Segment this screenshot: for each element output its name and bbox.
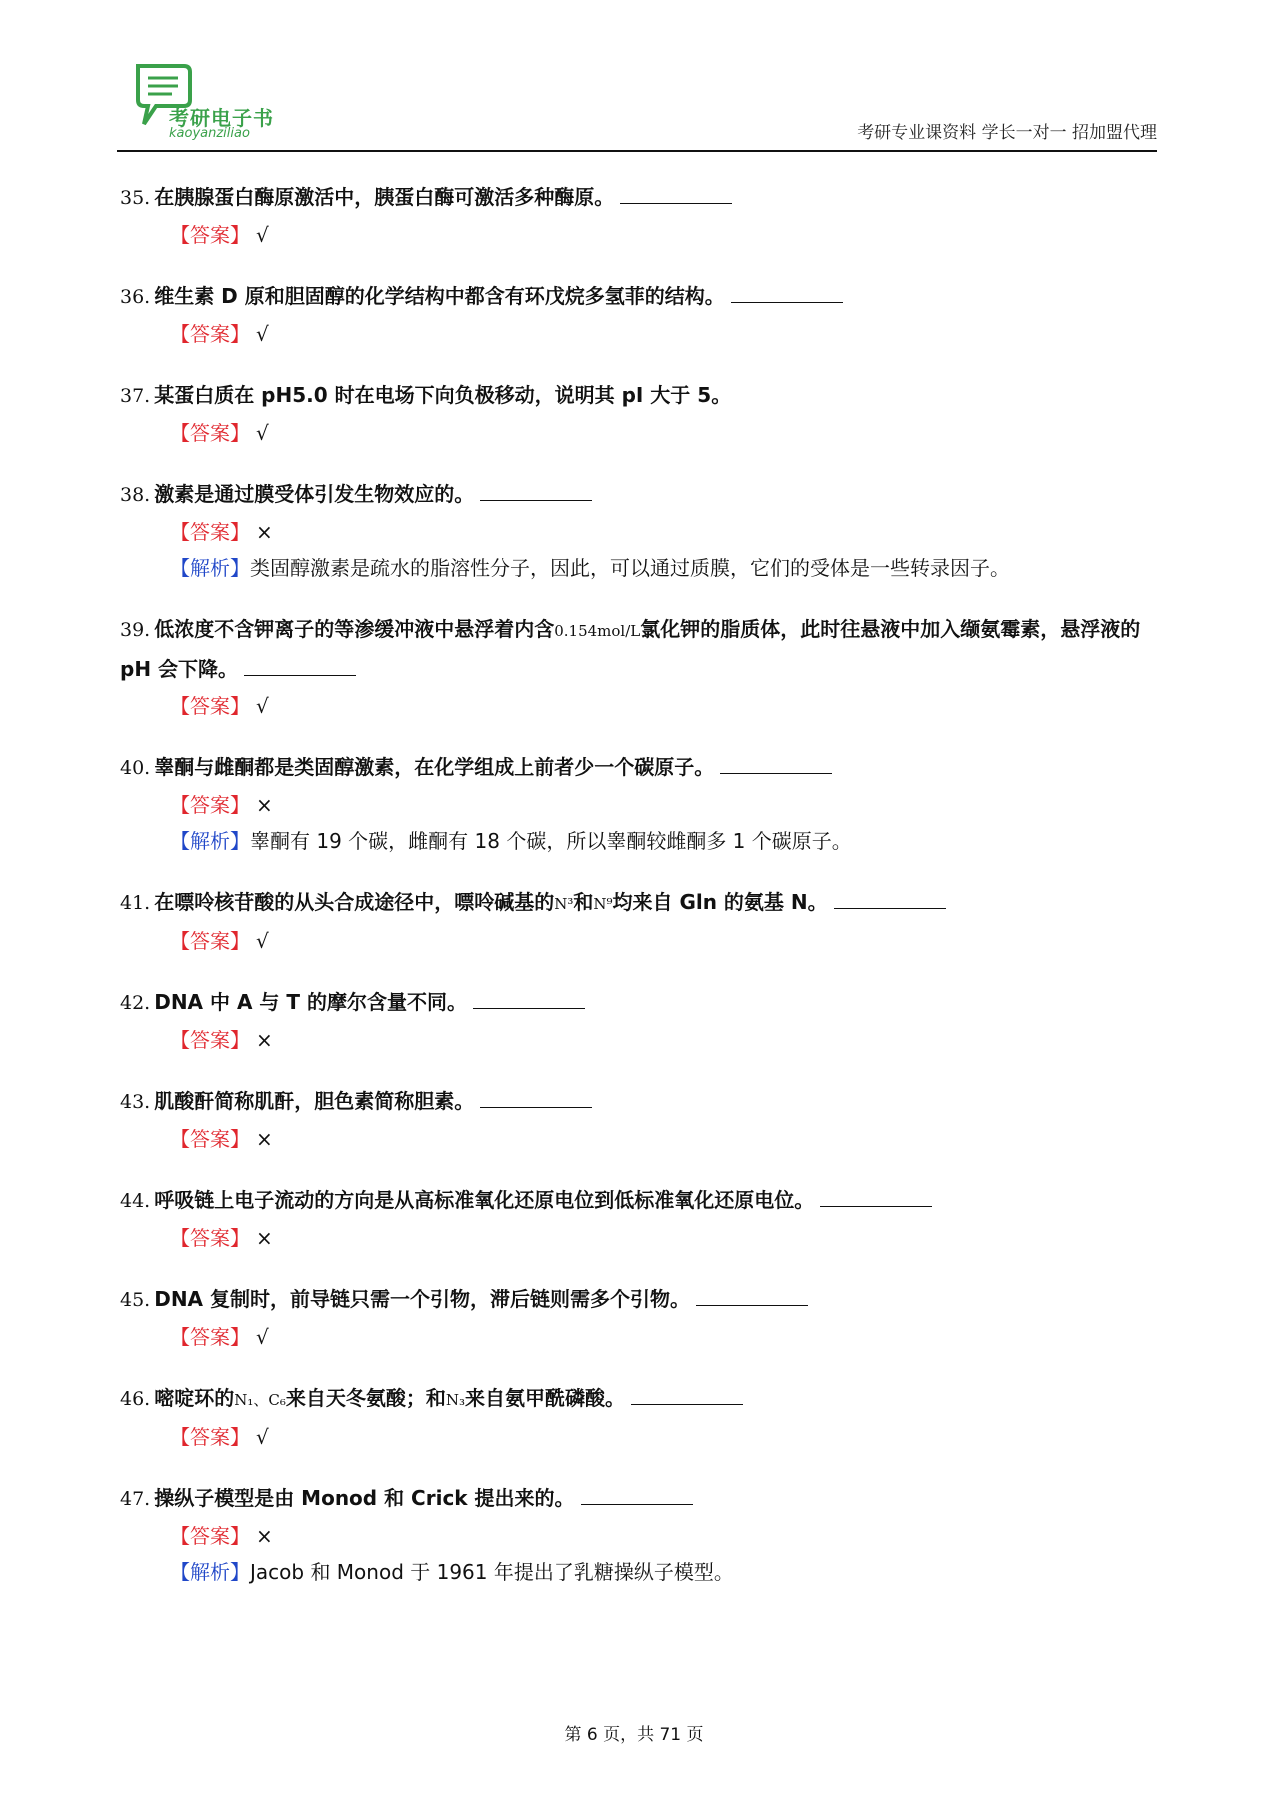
answer-value: √ (256, 223, 269, 247)
answer-label: 【答案】 (170, 694, 250, 718)
question-text (120, 1082, 1160, 1121)
question-text (120, 1181, 1160, 1220)
answer-value: √ (256, 1325, 269, 1349)
answer-line (120, 1319, 1160, 1355)
explanation-text: 睾酮有 19 个碳，雌酮有 18 个碳，所以睾酮较雌酮多 1 个碳原子。 (250, 829, 852, 853)
question-number: 46. (120, 1388, 151, 1410)
answer-line (120, 787, 1160, 823)
answer-label: 【答案】 (170, 1425, 250, 1449)
question-text (120, 376, 1160, 415)
answer-blank (731, 300, 843, 303)
question-text (120, 883, 1160, 923)
answer-value: √ (256, 421, 269, 445)
answer-value: √ (256, 694, 269, 718)
question-text (120, 277, 1160, 316)
question-text (120, 1379, 1160, 1419)
question-item (120, 883, 1160, 959)
answer-value: × (256, 1028, 273, 1052)
question-number: 47. (120, 1488, 151, 1510)
question-statement: DNA 中 A 与 T 的摩尔含量不同。 (154, 990, 467, 1014)
explanation-text: 类固醇激素是疏水的脂溶性分子，因此，可以通过质膜，它们的受体是一些转录因子。 (250, 556, 1010, 580)
answer-blank (480, 1105, 592, 1108)
question-statement-cont: 来自氨甲酰磷酸。 (465, 1386, 625, 1410)
question-statement: 在嘌呤核苷酸的从头合成途径中，嘌呤碱基的 (154, 890, 555, 914)
answer-blank (696, 1303, 808, 1306)
answer-value: × (256, 793, 273, 817)
question-item (120, 376, 1160, 451)
page-footer (0, 1720, 1268, 1745)
question-number: 40. (120, 757, 151, 779)
answer-blank (473, 1006, 585, 1009)
question-statement-cont: 氯化钾的脂质体，此时往悬液中加入缬氨霉素，悬浮液的 pH 会下降。 (120, 617, 1141, 681)
question-statement: 维生素 D 原和胆固醇的化学结构中都含有环戊烷多氢菲的结构。 (154, 284, 725, 308)
header-tagline: 考研专业课资料 学长一对一 招加盟代理 (857, 123, 1157, 143)
answer-blank (581, 1502, 693, 1505)
atom-label: N³ (554, 895, 574, 913)
question-text (120, 610, 1160, 688)
answer-blank (244, 673, 356, 676)
answer-blank (720, 771, 832, 774)
question-statement-cont: 来自天冬氨酸；和 (285, 1386, 446, 1410)
answer-line (120, 217, 1160, 253)
explanation-line (120, 550, 1160, 586)
answer-value: √ (256, 322, 269, 346)
answer-line (120, 514, 1160, 550)
question-item (120, 1082, 1160, 1157)
header-divider (117, 150, 1157, 152)
explanation-text: Jacob 和 Monod 于 1961 年提出了乳糖操纵子模型。 (250, 1560, 734, 1584)
concentration-value: 0.154mol/L (554, 622, 641, 640)
answer-value: √ (256, 1425, 269, 1449)
answer-value: × (256, 1226, 273, 1250)
answer-blank (620, 201, 732, 204)
question-statement: 呼吸链上电子流动的方向是从高标准氧化还原电位到低标准氧化还原电位。 (154, 1188, 815, 1212)
question-text (120, 1479, 1160, 1518)
page-header (117, 58, 1157, 153)
explanation-label: 【解析】 (170, 1560, 250, 1584)
answer-blank (631, 1402, 743, 1405)
atom-label: N⁹ (593, 895, 613, 913)
question-statement: 操纵子模型是由 Monod 和 Crick 提出来的。 (154, 1486, 575, 1510)
answer-label: 【答案】 (170, 1325, 250, 1349)
answer-value: × (256, 1524, 273, 1548)
question-statement: 嘧啶环的 (154, 1386, 235, 1410)
answer-line (120, 1121, 1160, 1157)
atom-label: N₁、C₆ (234, 1391, 286, 1409)
question-item (120, 748, 1160, 859)
answer-blank (820, 1204, 932, 1207)
question-number: 36. (120, 286, 151, 308)
answer-line (120, 923, 1160, 959)
explanation-label: 【解析】 (170, 556, 250, 580)
page-number: 第 6 页，共 71 页 (564, 1725, 704, 1745)
question-number: 41. (120, 892, 151, 914)
question-text (120, 1280, 1160, 1319)
question-number: 44. (120, 1190, 151, 1212)
question-number: 43. (120, 1091, 151, 1113)
explanation-label: 【解析】 (170, 829, 250, 853)
question-statement: 肌酸酐简称肌酐，胆色素简称胆素。 (154, 1089, 475, 1113)
answer-line (120, 1220, 1160, 1256)
question-statement: 某蛋白质在 pH5.0 时在电场下向负极移动，说明其 pI 大于 5。 (154, 383, 732, 407)
answer-line (120, 1518, 1160, 1554)
question-item (120, 1280, 1160, 1355)
question-statement: 激素是通过膜受体引发生物效应的。 (154, 482, 475, 506)
explanation-line (120, 1554, 1160, 1590)
question-number: 42. (120, 992, 151, 1014)
answer-label: 【答案】 (170, 1127, 250, 1151)
question-statement-cont: 和 (573, 890, 594, 914)
question-list (120, 178, 1160, 1614)
question-text (120, 475, 1160, 514)
question-item (120, 178, 1160, 253)
question-number: 39. (120, 619, 151, 641)
question-number: 45. (120, 1289, 151, 1311)
answer-value: × (256, 520, 273, 544)
question-text (120, 983, 1160, 1022)
question-text (120, 748, 1160, 787)
answer-blank (480, 498, 592, 501)
question-item (120, 1379, 1160, 1455)
answer-label: 【答案】 (170, 322, 250, 346)
atom-label: N₃ (445, 1391, 465, 1409)
question-statement-cont: 均来自 Gln 的氨基 N。 (612, 890, 828, 914)
answer-value: × (256, 1127, 273, 1151)
answer-line (120, 1022, 1160, 1058)
question-statement: 低浓度不含钾离子的等渗缓冲液中悬浮着内含 (154, 617, 555, 641)
answer-value: √ (256, 929, 269, 953)
question-item (120, 475, 1160, 586)
answer-blank (834, 906, 946, 909)
question-number: 37. (120, 385, 151, 407)
question-number: 35. (120, 187, 151, 209)
question-item (120, 1479, 1160, 1590)
question-item (120, 610, 1160, 724)
question-statement: 在胰腺蛋白酶原激活中，胰蛋白酶可激活多种酶原。 (154, 185, 615, 209)
answer-label: 【答案】 (170, 1028, 250, 1052)
answer-label: 【答案】 (170, 1226, 250, 1250)
question-text (120, 178, 1160, 217)
logo-subtext: kaoyanziliao (169, 126, 250, 141)
question-statement: 睾酮与雌酮都是类固醇激素，在化学组成上前者少一个碳原子。 (154, 755, 715, 779)
question-item (120, 277, 1160, 352)
question-item (120, 983, 1160, 1058)
question-statement: DNA 复制时，前导链只需一个引物，滞后链则需多个引物。 (154, 1287, 690, 1311)
question-number: 38. (120, 484, 151, 506)
logo-text: 考研电子书 (169, 106, 274, 130)
answer-line (120, 1419, 1160, 1455)
answer-label: 【答案】 (170, 520, 250, 544)
answer-label: 【答案】 (170, 1524, 250, 1548)
explanation-line (120, 823, 1160, 859)
answer-label: 【答案】 (170, 793, 250, 817)
answer-label: 【答案】 (170, 223, 250, 247)
answer-label: 【答案】 (170, 421, 250, 445)
answer-label: 【答案】 (170, 929, 250, 953)
answer-line (120, 415, 1160, 451)
answer-line (120, 688, 1160, 724)
question-item (120, 1181, 1160, 1256)
answer-line (120, 316, 1160, 352)
